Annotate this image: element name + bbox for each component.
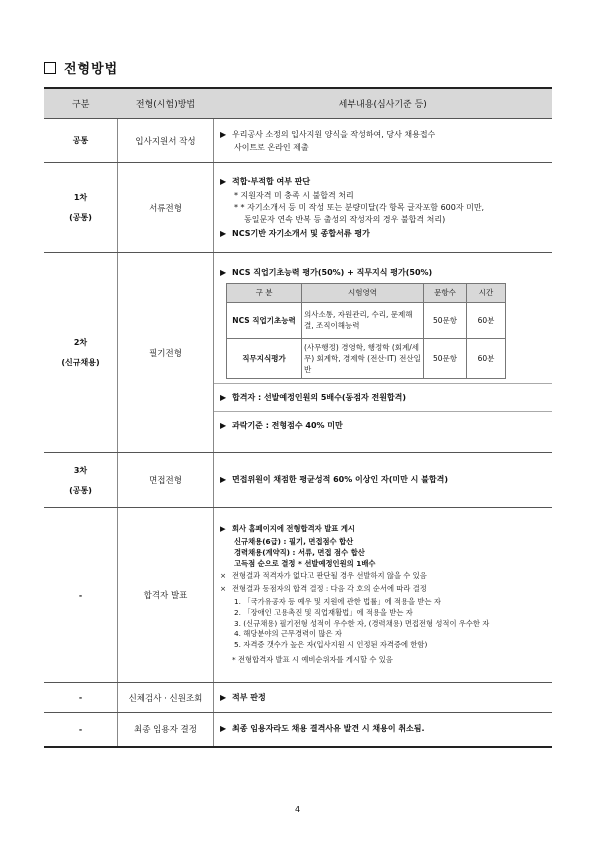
triangle-bullet-icon: ▶: [220, 692, 227, 702]
triangle-bullet-icon: ▶: [220, 421, 227, 431]
triangle-bullet-icon: ▶: [220, 524, 226, 534]
method-cell: 합격자 발표: [118, 508, 214, 683]
written-exam-table: 구 분 시험영역 문항수 시간 NCS 직업기초능력 의사소통, 자원관리, 수리, 문제해결, 조직이해능력 50문항 60분 직무지식평가 (사무행정) 경영학, 행정학 (회계/세무) 회계학, 경제학 (전산·IT) 전산일반 50문항 60분: [226, 283, 506, 379]
method-cell: 입사지원서 작성: [118, 119, 214, 163]
triangle-bullet-icon: ▶: [220, 129, 227, 139]
table-row: [44, 508, 552, 683]
triangle-bullet-icon: ▶: [220, 724, 227, 734]
table-row: [44, 453, 552, 508]
table-row: [44, 713, 552, 747]
method-cell: 서류전형: [118, 163, 214, 253]
header-details: 세부내용(심사기준 등): [214, 88, 553, 119]
x-mark-icon: ×: [220, 571, 227, 581]
header-method: 전형(시험)방법: [118, 88, 214, 119]
triangle-bullet-icon: ▶: [220, 392, 227, 402]
stage-cell: 2차 (신규채용): [44, 253, 118, 453]
section-title: 전형방법: [44, 58, 118, 77]
detail-cell: ▶ 적합·부적합 여부 판단 * 지원자격 미 충족 시 불합격 처리 * * 자기소개서 등 미 작성 또는 분량미달(각 항목 글자포함 600자 미만, 동일문자 연속 반복 등 출성의 작성자의 경우 불합격 처리) ▶ NCS기반 자기소개서 및 종합서류 평가: [214, 163, 553, 253]
table-row: NCS 직업기초능력 의사소통, 자원관리, 수리, 문제해결, 조직이해능력 50문항 60분: [227, 302, 506, 338]
detail-cell: ▶ NCS 직업기초능력 평가(50%) + 직무지식 평가(50%) 구 분 시험영역 문항수 시간 NCS 직업기초능력 의사소통, 자원관리, 수리, 문제해결, 조직이해능력 50문항 60분 직무지식평가 (사무행정) 경영학, 행정학 (회계/세무) 회계학, 경제학 (전산·IT) 전산일반 50문항 60분 ▶ 합격자 : 선발예정인원의 5배수(동점자 전원합격) ▶ 과락기준 : 전형점수 40% 미만: [214, 253, 553, 453]
method-cell: 최종 임용자 결정: [118, 713, 214, 747]
method-cell: 필기전형: [118, 253, 214, 453]
stage-cell: 1차 (공통): [44, 163, 118, 253]
selection-method-table: [44, 87, 552, 748]
table-header-row: [44, 88, 552, 119]
divider: [214, 411, 552, 412]
stage-cell: -: [44, 683, 118, 713]
page-number: 4: [294, 805, 301, 814]
checkbox-square-icon: [44, 62, 56, 74]
x-mark-icon: ×: [220, 584, 227, 594]
method-cell: 신체검사 · 신원조회: [118, 683, 214, 713]
table-row: [44, 683, 552, 713]
table-row: [44, 119, 552, 163]
detail-cell: ▶ 최종 임용자라도 채용 결격사유 발견 시 채용이 취소됨.: [214, 713, 553, 747]
stage-cell: 3차 (공통): [44, 453, 118, 508]
header-category: 구분: [44, 88, 118, 119]
stage-cell: -: [44, 508, 118, 683]
table-row: [44, 253, 552, 453]
triangle-bullet-icon: ▶: [220, 228, 227, 238]
detail-cell: ▶ 회사 홈페이지에 전형합격자 발표 게시 신규채용(6급) : 필기, 면접점수 합산 경력채용(계약직) : 서류, 면접 점수 합산 고득점 순으로 결정 * 선발예정인원의 1배수 × 전형결과 적격자가 없다고 판단될 경우 선발하지 않을 수 있음 × 전형결과 동점자의 합격 결정 : 다음 각 호의 순서에 따라 결정 1. 「국가유공자 등 예우 및 지원에 관한 법률」에 적용을 받는 자 2. 「장애인 고용촉진 및 직업재활법」에 적용을 받는 자 3. (신규채용) 필기전형 성적이 우수한 자, (경력채용) 면접전형 성적이 우수한 자 4. 해당분야의 근무경력이 많은 자 5. 자격증 갯수가 높은 자(입사지원 시 인정된 자격증에 한함) * 전형합격자 발표 시 예비순위자를 게시할 수 있음: [214, 508, 553, 683]
triangle-bullet-icon: ▶: [220, 268, 227, 278]
stage-cell: 공통: [44, 119, 118, 163]
triangle-bullet-icon: ▶: [220, 176, 227, 186]
stage-cell: -: [44, 713, 118, 747]
table-row: [44, 163, 552, 253]
triangle-bullet-icon: ▶: [220, 475, 227, 485]
table-row: 직무지식평가 (사무행정) 경영학, 행정학 (회계/세무) 회계학, 경제학 (전산·IT) 전산일반 50문항 60분: [227, 338, 506, 378]
detail-cell: ▶ 면접위원이 채점한 평균성적 60% 이상인 자(미만 시 불합격): [214, 453, 553, 508]
divider: [214, 383, 552, 384]
detail-cell: ▶ 적부 판정: [214, 683, 553, 713]
method-cell: 면접전형: [118, 453, 214, 508]
detail-cell: ▶ 우리공사 소정의 입사지원 양식을 작성하여, 당사 채용접수 사이트로 온라인 제출: [214, 119, 553, 163]
